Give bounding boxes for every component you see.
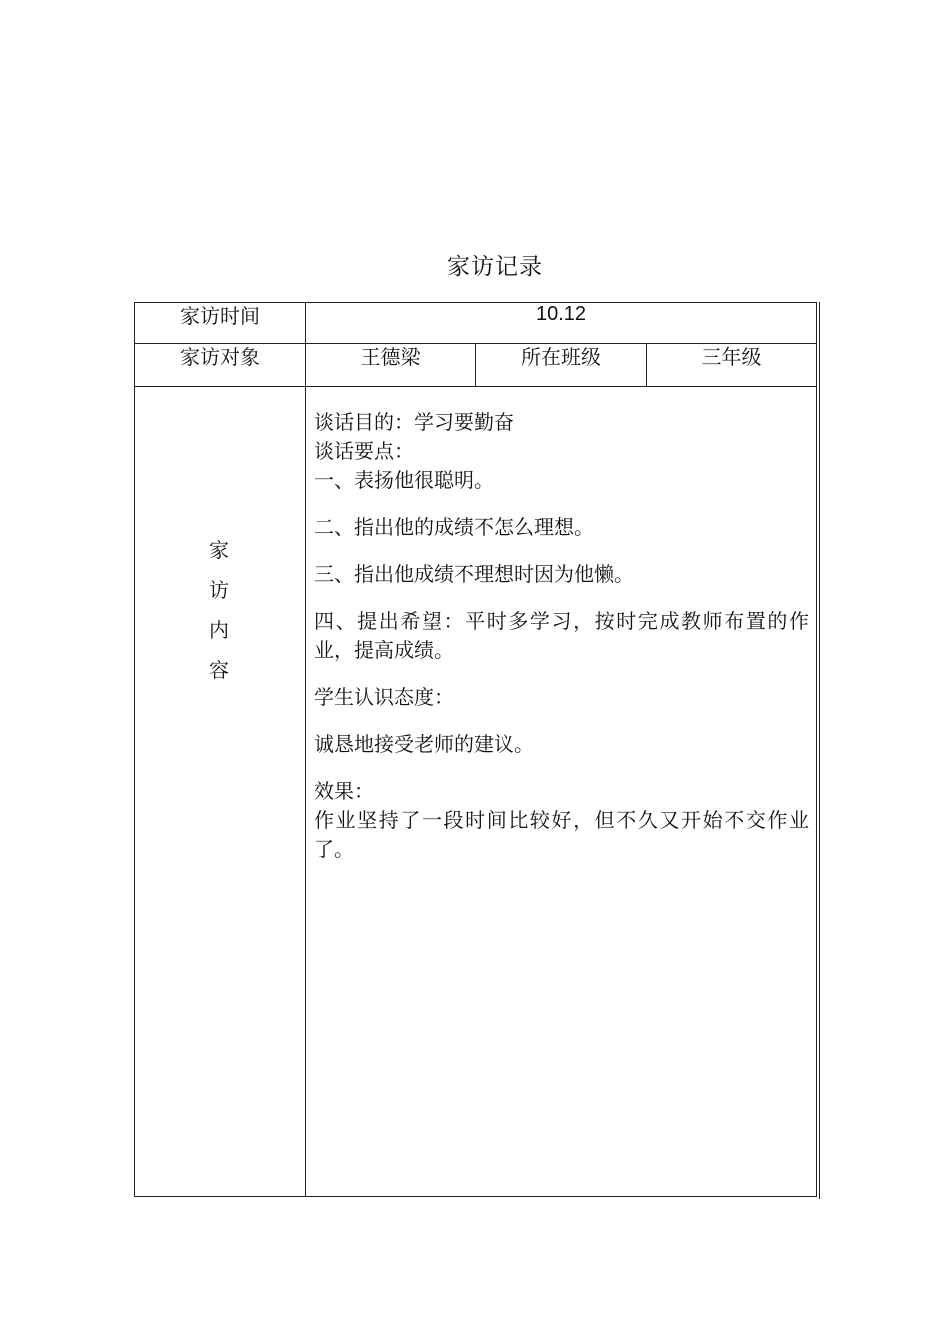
talk-point-1: 一、表扬他很聪明。 bbox=[314, 468, 494, 492]
column-divider-label bbox=[305, 303, 306, 1196]
visit-content-label-char: 容 bbox=[209, 658, 229, 682]
talk-purpose: 谈话目的：学习要勤奋 bbox=[314, 410, 514, 434]
talk-points-heading: 谈话要点： bbox=[314, 439, 414, 463]
class-label: 所在班级 bbox=[521, 345, 601, 369]
visit-target-value: 王德梁 bbox=[360, 345, 421, 369]
table-outer-border bbox=[819, 302, 820, 1199]
talk-point-4: 四、提出希望：平时多学习，按时完成教师布置的作业，提高成绩。 bbox=[314, 609, 809, 662]
visit-content-label-char: 内 bbox=[209, 618, 229, 642]
visit-time-label: 家访时间 bbox=[180, 304, 260, 328]
effect-text: 作业坚持了一段时间比较好，但不久又开始不交作业了。 bbox=[314, 808, 809, 861]
visit-content-label bbox=[134, 530, 304, 690]
visit-time-value: 10.12 bbox=[535, 303, 587, 325]
visit-content-label-char: 家 bbox=[209, 538, 229, 562]
effect-heading: 效果： bbox=[314, 779, 374, 803]
visit-target-label: 家访对象 bbox=[180, 345, 260, 369]
talk-point-3: 三、指出他成绩不理想时因为他懒。 bbox=[314, 562, 634, 586]
visit-content-body bbox=[314, 408, 809, 864]
attitude-heading: 学生认识态度： bbox=[314, 685, 454, 709]
visit-content-label-char: 访 bbox=[209, 578, 229, 602]
talk-point-2: 二、指出他的成绩不怎么理想。 bbox=[314, 515, 594, 539]
document-title: 家访记录 bbox=[447, 254, 543, 280]
class-value: 三年级 bbox=[701, 345, 762, 369]
attitude-text: 诚恳地接受老师的建议。 bbox=[314, 732, 534, 756]
